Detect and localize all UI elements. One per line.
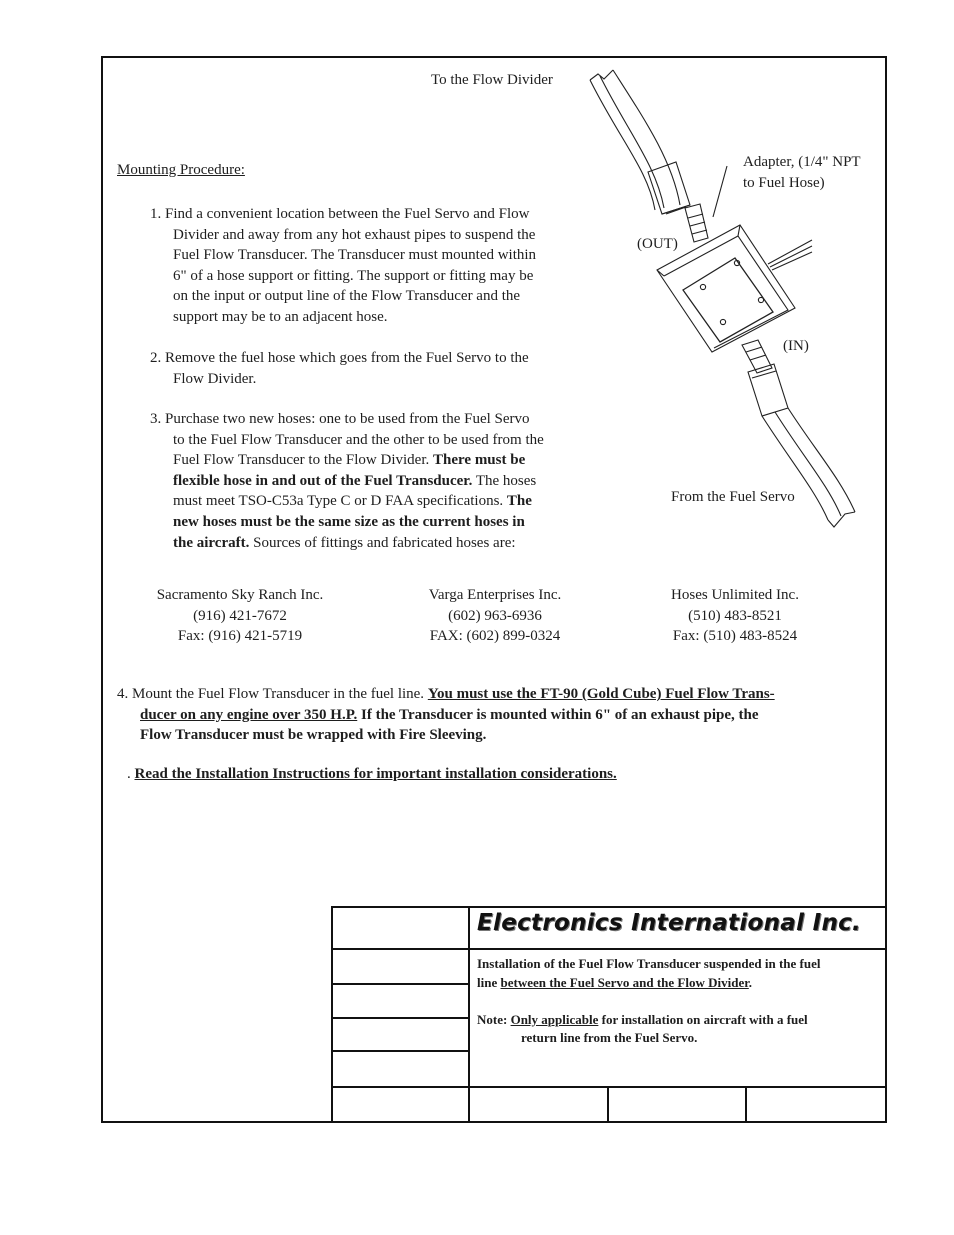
adapter-leader bbox=[713, 166, 727, 217]
step-3-text: Fuel Flow Transducer to the Flow Divider. bbox=[173, 452, 434, 469]
step-1 bbox=[150, 204, 536, 328]
desc-text: line bbox=[477, 975, 501, 990]
desc-line bbox=[477, 973, 877, 992]
step-4-line bbox=[117, 686, 775, 702]
note-text: for installation on aircraft with a fuel bbox=[598, 1012, 808, 1027]
step-5-text: Read the Installation Instructions for important installation considerations. bbox=[134, 766, 617, 782]
step-5-prefix: . bbox=[127, 766, 135, 782]
step-3-line bbox=[150, 512, 544, 533]
label-out: (OUT) bbox=[637, 236, 678, 252]
step-3-bold: There must be bbox=[433, 452, 526, 469]
lower-ferrule bbox=[748, 364, 788, 416]
step-1-line: Fuel Flow Transducer. The Transducer must mounted within bbox=[173, 247, 537, 264]
step-4-bold: If the Transducer is mounted within 6" of an exhaust pipe, the bbox=[357, 706, 759, 723]
tb-line bbox=[331, 1017, 468, 1019]
step-4-bold: Flow Transducer must be wrapped with Fire Sleeving. bbox=[140, 727, 487, 744]
tb-line bbox=[331, 983, 468, 985]
tb-line bbox=[468, 906, 470, 1121]
step-1-line: 1. Find a convenient location between the Fuel Servo and Flow bbox=[150, 206, 530, 222]
label-from-fuel-servo: From the Fuel Servo bbox=[671, 489, 795, 505]
supplier-hoses-unlimited bbox=[625, 585, 845, 647]
step-3-line bbox=[150, 533, 544, 554]
step-1-line: support may be to an adjacent hose. bbox=[173, 308, 388, 325]
step-1-line: Divider and away from any hot exhaust pipes to suspend the bbox=[173, 226, 536, 243]
upper-hose-left-edge bbox=[590, 80, 655, 210]
note-prefix: Note: bbox=[477, 1012, 511, 1027]
lower-adapter bbox=[742, 340, 772, 373]
supplier-name: Sacramento Sky Ranch Inc. bbox=[156, 587, 324, 603]
tb-line bbox=[745, 1086, 747, 1121]
step-1-line: on the input or output line of the Flow Transducer and the bbox=[173, 288, 521, 305]
label-in: (IN) bbox=[783, 338, 809, 354]
tb-line bbox=[331, 906, 333, 1121]
upper-adapter bbox=[685, 204, 708, 242]
tb-line bbox=[331, 1050, 468, 1052]
note-underlined: Only applicable bbox=[510, 1012, 599, 1027]
step-4 bbox=[117, 684, 775, 746]
step-3-bold: The bbox=[506, 493, 532, 510]
tb-line bbox=[331, 906, 885, 908]
supplier-varga bbox=[385, 585, 605, 647]
step-3-text: Sources of fittings and fabricated hoses are: bbox=[249, 534, 516, 551]
step-2-line: Flow Divider. bbox=[173, 370, 257, 387]
supplier-name: Hoses Unlimited Inc. bbox=[671, 587, 799, 603]
lower-hose-right-edge bbox=[788, 408, 855, 512]
step-3-line: to the Fuel Flow Transducer and the other to be used from the bbox=[173, 431, 544, 448]
label-adapter-line2: to Fuel Hose) bbox=[743, 175, 825, 191]
supplier-sacramento bbox=[130, 585, 350, 647]
step-2-line: 2. Remove the fuel hose which goes from the Fuel Servo to the bbox=[150, 350, 529, 366]
supplier-fax: Fax: (916) 421-5719 bbox=[177, 628, 303, 645]
step-4-warning: You must use the FT-90 (Gold Cube) Fuel Flow Trans- bbox=[427, 686, 775, 702]
note-line bbox=[477, 1011, 877, 1029]
supplier-phone: (916) 421-7672 bbox=[193, 607, 287, 624]
step-3-bold: the aircraft. bbox=[173, 534, 250, 551]
tb-line bbox=[331, 948, 885, 950]
step-4-warning: ducer on any engine over 350 H.P. bbox=[140, 706, 358, 723]
step-3-text: must meet TSO-C53a Type C or D FAA specifications. bbox=[173, 493, 507, 510]
drawing-note bbox=[477, 1011, 877, 1047]
step-3-line bbox=[150, 450, 544, 471]
step-3-text: The hoses bbox=[472, 472, 537, 489]
step-3-bold: new hoses must be the same size as the current hoses in bbox=[173, 513, 525, 530]
label-adapter-line1: Adapter, (1/4" NPT bbox=[743, 154, 861, 170]
step-3-line bbox=[150, 491, 544, 512]
supplier-phone: (602) 963-6936 bbox=[448, 607, 542, 624]
supplier-phone: (510) 483-8521 bbox=[688, 607, 782, 624]
step-2 bbox=[150, 348, 529, 389]
upper-hose-right-edge bbox=[613, 70, 680, 205]
step-3-line: 3. Purchase two new hoses: one to be used from the Fuel Servo bbox=[150, 411, 530, 427]
step-4-text: 4. Mount the Fuel Flow Transducer in the fuel line. bbox=[117, 686, 428, 702]
supplier-fax: Fax: (510) 483-8524 bbox=[672, 628, 798, 645]
company-name: Electronics International Inc. bbox=[477, 910, 862, 936]
note-line: return line from the Fuel Servo. bbox=[521, 1030, 698, 1045]
step-4-line bbox=[117, 725, 775, 746]
desc-underlined: between the Fuel Servo and the Flow Divider bbox=[500, 975, 749, 990]
tb-line bbox=[607, 1086, 609, 1121]
step-5 bbox=[127, 766, 617, 783]
step-3-bold: flexible hose in and out of the Fuel Transducer. bbox=[173, 472, 473, 489]
step-3-line bbox=[150, 471, 544, 492]
step-4-line bbox=[117, 705, 775, 726]
supplier-name: Varga Enterprises Inc. bbox=[428, 587, 562, 603]
desc-text: . bbox=[748, 975, 753, 990]
supplier-fax: FAX: (602) 899-0324 bbox=[429, 628, 561, 645]
label-to-flow-divider: To the Flow Divider bbox=[431, 72, 553, 88]
step-1-line: 6" of a hose support or fitting. The support or fitting may be bbox=[173, 267, 534, 284]
step-3 bbox=[150, 409, 544, 553]
procedure-title: Mounting Procedure: bbox=[117, 162, 245, 178]
drawing-description bbox=[477, 954, 877, 992]
desc-line: Installation of the Fuel Flow Transducer suspended in the fuel bbox=[477, 956, 821, 971]
